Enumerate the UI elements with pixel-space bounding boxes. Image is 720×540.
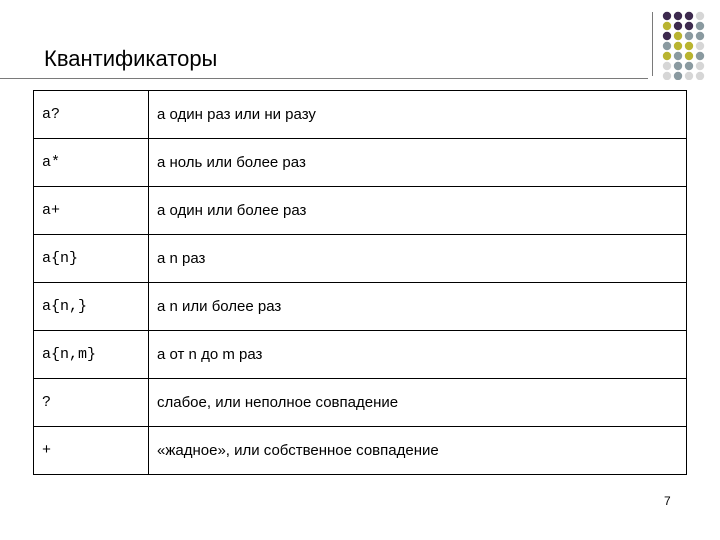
- quantifier-description: a n или более раз: [149, 283, 687, 331]
- decorative-dot: [685, 22, 693, 30]
- table-row: [34, 427, 687, 475]
- quantifier-pattern: a+: [34, 187, 149, 235]
- decorative-dots-icon: [660, 10, 720, 80]
- decorative-dot: [685, 72, 693, 80]
- decorative-dot: [685, 12, 693, 20]
- table-row: [34, 91, 687, 139]
- quantifier-description: a один или более раз: [149, 187, 687, 235]
- quantifier-pattern: a?: [34, 91, 149, 139]
- table-row: [34, 379, 687, 427]
- quantifier-pattern: a*: [34, 139, 149, 187]
- decorative-dot: [674, 42, 682, 50]
- quantifier-description: слабое, или неполное совпадение: [149, 379, 687, 427]
- decorative-dot: [663, 12, 671, 20]
- decorative-dot: [663, 22, 671, 30]
- decorative-dot: [663, 72, 671, 80]
- decorative-dot: [674, 72, 682, 80]
- quantifier-description: a ноль или более раз: [149, 139, 687, 187]
- quantifier-description: «жадное», или собственное совпадение: [149, 427, 687, 475]
- decorative-dot: [674, 12, 682, 20]
- decorative-dot: [674, 32, 682, 40]
- page-number: 7: [664, 494, 671, 508]
- corner-divider: [652, 12, 653, 76]
- decorative-dot: [696, 12, 704, 20]
- quantifier-description: a от n до m раз: [149, 331, 687, 379]
- decorative-dot: [674, 52, 682, 60]
- decorative-dot: [696, 52, 704, 60]
- decorative-dot: [685, 32, 693, 40]
- table-row: [34, 331, 687, 379]
- quantifier-pattern: a{n,m}: [34, 331, 149, 379]
- quantifier-pattern: a{n}: [34, 235, 149, 283]
- quantifier-description: a n раз: [149, 235, 687, 283]
- quantifier-table: [33, 90, 687, 475]
- decorative-dot: [685, 42, 693, 50]
- decorative-dot: [663, 52, 671, 60]
- decorative-dot: [674, 22, 682, 30]
- quantifier-description: a один раз или ни разу: [149, 91, 687, 139]
- decorative-dot: [696, 22, 704, 30]
- decorative-dot: [696, 32, 704, 40]
- decorative-dot: [663, 32, 671, 40]
- table-row: [34, 139, 687, 187]
- decorative-dot: [663, 62, 671, 70]
- decorative-dot: [696, 72, 704, 80]
- slide-title: Квантификаторы: [44, 46, 218, 71]
- decorative-dot: [685, 52, 693, 60]
- decorative-dot: [663, 42, 671, 50]
- title-divider: [0, 78, 648, 79]
- decorative-dot: [674, 62, 682, 70]
- table-row: [34, 187, 687, 235]
- decorative-dot: [685, 62, 693, 70]
- decorative-dot: [696, 62, 704, 70]
- quantifier-pattern: +: [34, 427, 149, 475]
- decorative-dot: [696, 42, 704, 50]
- table-row: [34, 283, 687, 331]
- table-row: [34, 235, 687, 283]
- quantifier-pattern: ?: [34, 379, 149, 427]
- quantifier-pattern: a{n,}: [34, 283, 149, 331]
